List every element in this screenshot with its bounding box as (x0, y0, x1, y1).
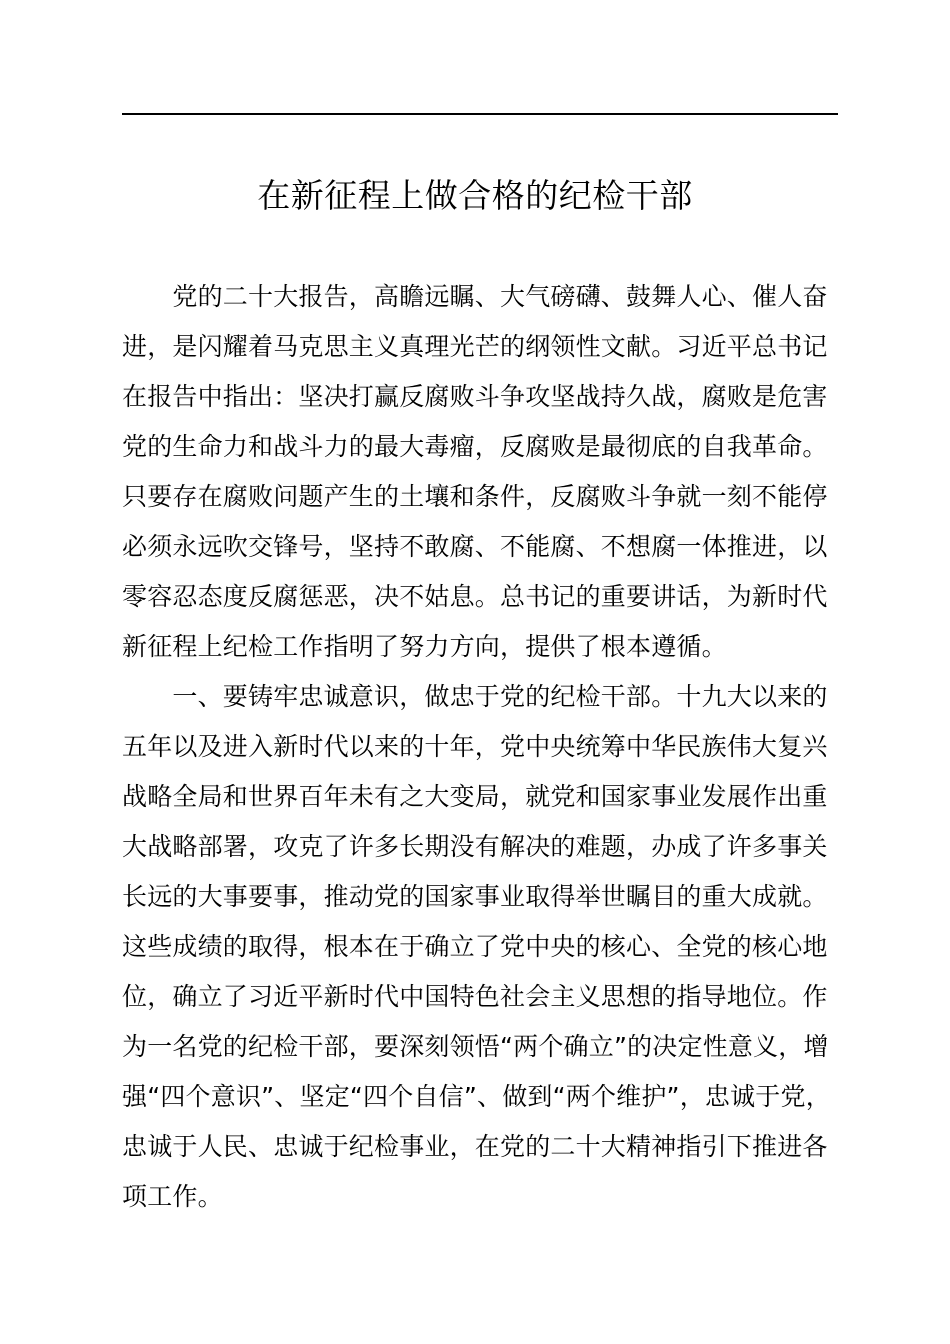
text-line: 党的生命力和战斗力的最大毒瘤，反腐败是最彻底的自我革命。 (122, 432, 828, 461)
text-line: 大战略部署，攻克了许多长期没有解决的难题，办成了许多事关 (122, 832, 828, 861)
text-line: 忠诚于人民、忠诚于纪检事业，在党的二十大精神指引下推进各 (122, 1132, 828, 1161)
text-line: 只要存在腐败问题产生的土壤和条件，反腐败斗争就一刻不能停 (122, 482, 828, 511)
document-title: 在新征程上做合格的纪检干部 (257, 176, 693, 215)
text-line: 零容忍态度反腐惩恶，决不姑息。总书记的重要讲话，为新时代 (122, 582, 828, 611)
text-line: 必须永远吹交锋号，坚持不敢腐、不能腐、不想腐一体推进，以 (122, 532, 828, 561)
text-line: 项工作。 (122, 1182, 223, 1211)
text-line: 战略全局和世界百年未有之大变局，就党和国家事业发展作出重 (122, 782, 828, 811)
header-rule (122, 113, 838, 115)
text-line: 长远的大事要事，推动党的国家事业取得举世瞩目的重大成就。 (122, 882, 828, 911)
text-line: 进，是闪耀着马克思主义真理光芒的纲领性文献。习近平总书记 (122, 332, 828, 361)
text-line: 为一名党的纪检干部，要深刻领悟“两个确立”的决定性意义，增 (122, 1032, 829, 1061)
text-line: 这些成绩的取得，根本在于确立了党中央的核心、全党的核心地 (122, 932, 828, 961)
text-line: 位，确立了习近平新时代中国特色社会主义思想的指导地位。作 (122, 982, 828, 1011)
text-line: 一、要铸牢忠诚意识，做忠于党的纪检干部。十九大以来的 (122, 682, 828, 711)
text-line: 五年以及进入新时代以来的十年，党中央统筹中华民族伟大复兴 (122, 732, 828, 761)
text-line: 在报告中指出：坚决打赢反腐败斗争攻坚战持久战，腐败是危害 (122, 382, 828, 411)
document-body (122, 272, 862, 1222)
text-line: 党的二十大报告，高瞻远瞩、大气磅礴、鼓舞人心、催人奋 (122, 282, 828, 311)
text-line: 新征程上纪检工作指明了努力方向，提供了根本遵循。 (122, 632, 727, 661)
text-line: 强“四个意识”、坚定“四个自信”、做到“两个维护”，忠诚于党， (122, 1082, 831, 1111)
